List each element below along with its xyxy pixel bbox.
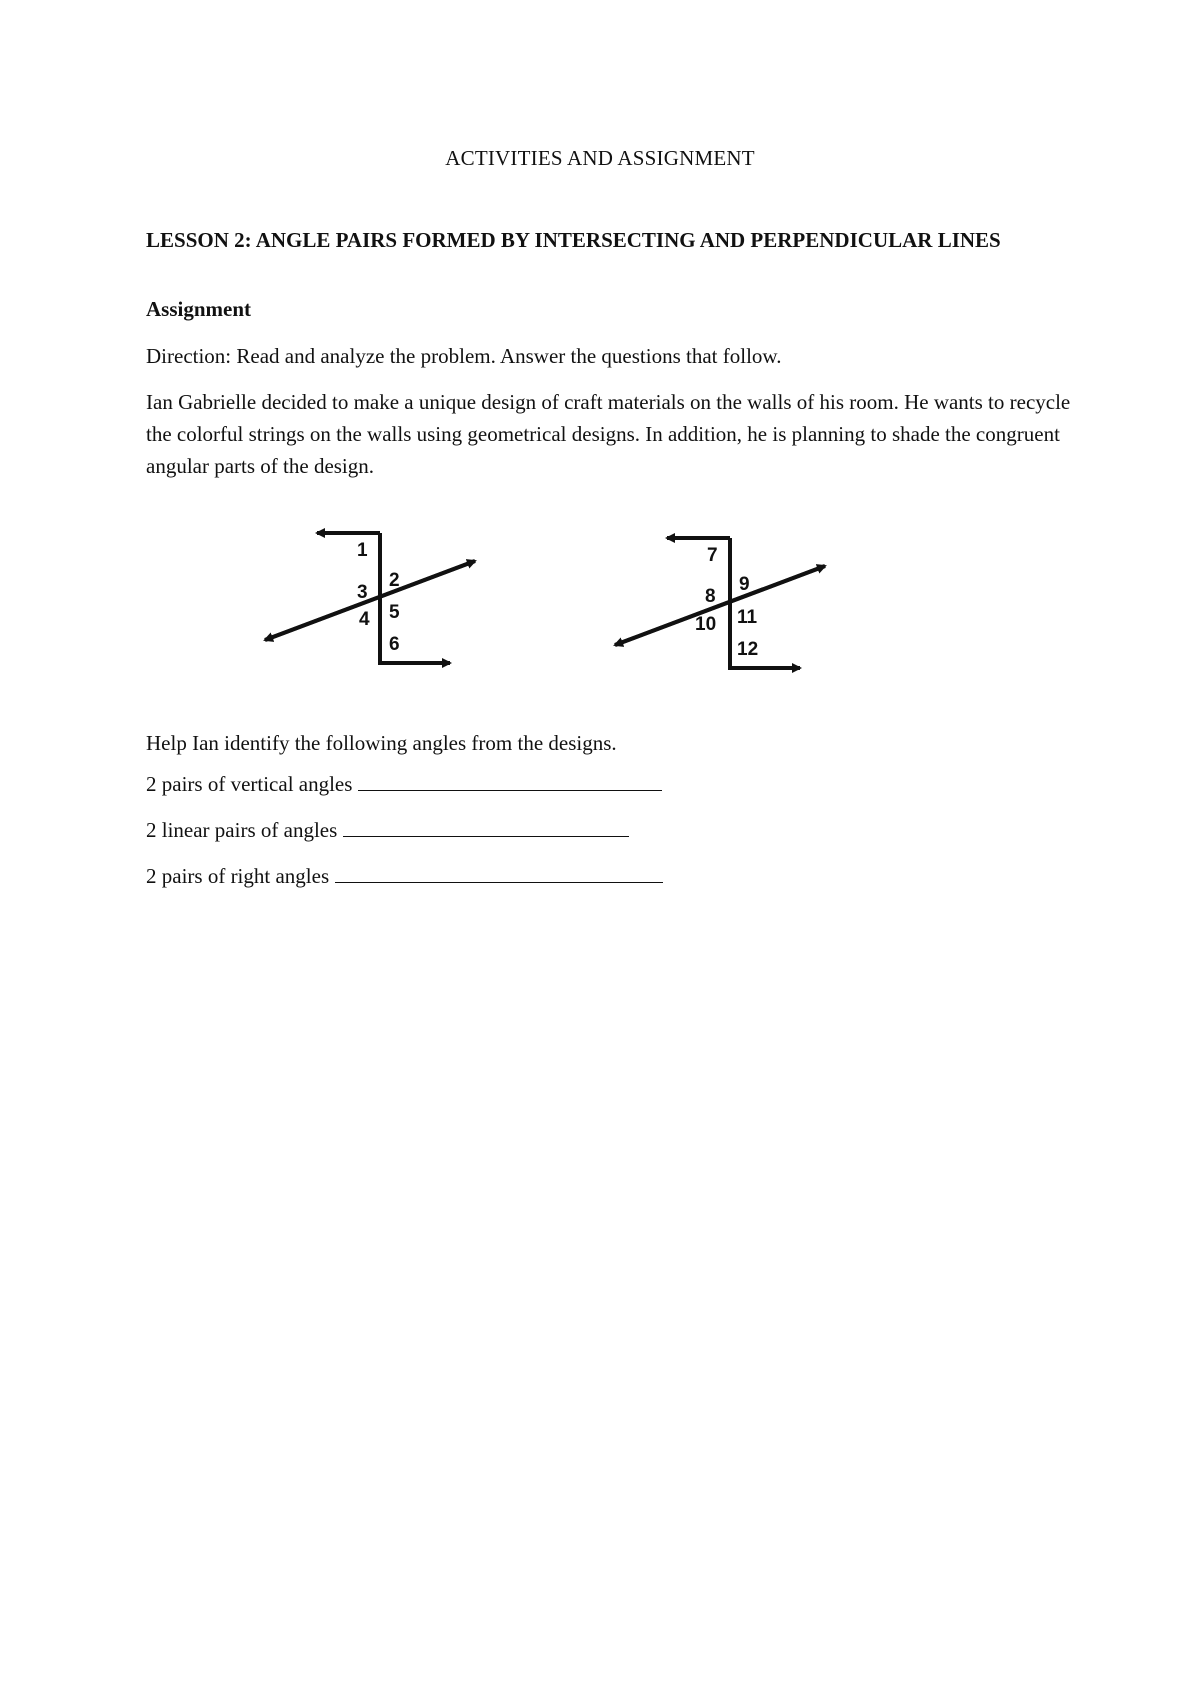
problem-text: Ian Gabrielle decided to make a unique design of craft materials on the walls of his room. He wants to recycle the colorful strings on the walls using geometrical designs. In addition, he is planning to shade the congruent angular parts of the design.	[146, 390, 1071, 478]
angle-label-3: 3	[357, 582, 368, 603]
angle-label-4: 4	[359, 609, 370, 630]
question-label: 2 pairs of right angles	[146, 864, 330, 888]
answer-blank[interactable]	[335, 864, 663, 883]
angle-label-1: 1	[357, 540, 368, 561]
angle-label-8: 8	[705, 586, 716, 607]
left-design-transversal-back	[265, 561, 475, 640]
right-design-transversal-back	[615, 566, 825, 645]
angle-label-11: 11	[737, 607, 758, 628]
angle-designs-figure	[235, 518, 855, 688]
angle-label-5: 5	[389, 602, 400, 623]
help-text: Help Ian identify the following angles from the designs.	[146, 731, 617, 755]
answer-blank[interactable]	[343, 818, 629, 837]
question-right-angles	[146, 864, 663, 889]
question-linear-pairs	[146, 818, 629, 843]
left-design	[265, 533, 475, 663]
question-vertical-angles	[146, 772, 662, 797]
section-heading: Assignment	[146, 297, 252, 321]
angle-label-2: 2	[389, 570, 400, 591]
answer-blank[interactable]	[358, 772, 662, 791]
right-design	[615, 538, 825, 668]
direction-text: Direction: Read and analyze the problem. Answer the questions that follow.	[146, 344, 782, 368]
page-title: ACTIVITIES AND ASSIGNMENT	[445, 146, 755, 170]
lesson-heading: LESSON 2: ANGLE PAIRS FORMED BY INTERSECTING AND PERPENDICULAR LINES	[146, 228, 1001, 252]
angle-label-6: 6	[389, 634, 400, 655]
angle-label-7: 7	[707, 545, 718, 566]
angle-label-9: 9	[739, 574, 750, 595]
angle-label-12: 12	[737, 639, 759, 660]
question-label: 2 pairs of vertical angles	[146, 772, 353, 796]
angle-label-10: 10	[695, 614, 717, 635]
question-label: 2 linear pairs of angles	[146, 818, 338, 842]
